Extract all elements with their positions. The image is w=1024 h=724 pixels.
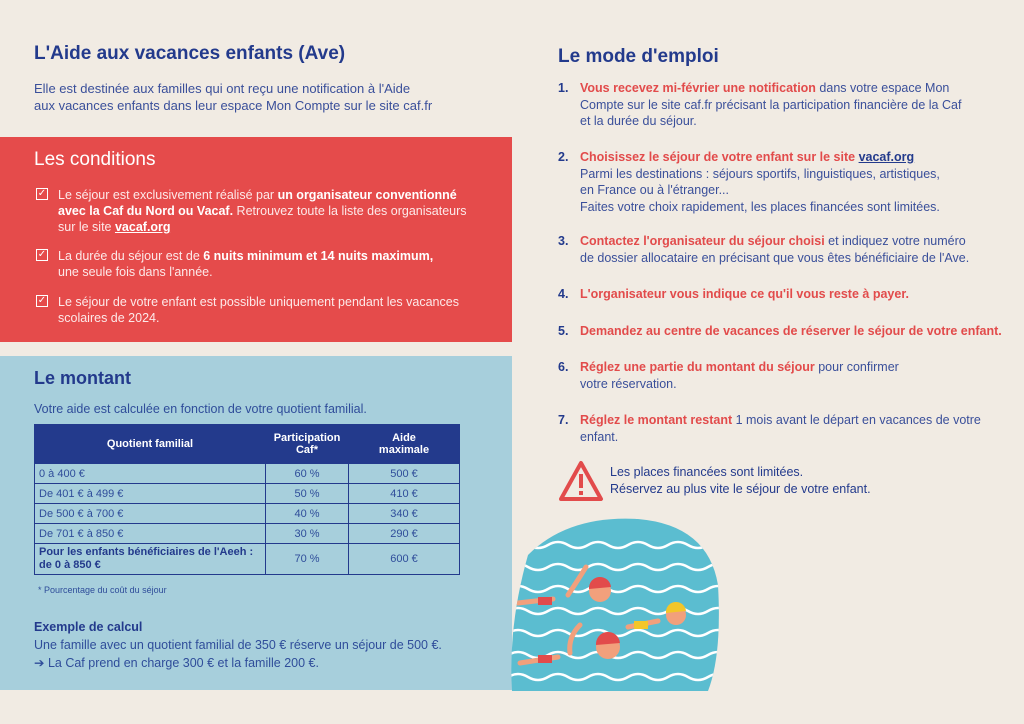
- step-number: 1.: [558, 81, 569, 95]
- step-text: et indiquez votre numéro: [824, 234, 966, 248]
- step-text: Compte sur le site caf.fr précisant la participation financière de la Caf: [580, 97, 962, 112]
- condition-2-bold: 6 nuits minimum et 14 nuits maximum,: [203, 249, 434, 263]
- condition-2-text-2: une seule fois dans l'année.: [58, 265, 213, 279]
- example-line-2: ➔ La Caf prend en charge 300 € et la famille 200 €.: [34, 656, 319, 670]
- cell-max: 600 €: [349, 544, 460, 575]
- cell-pct: 30 %: [266, 524, 349, 544]
- vacaf-link[interactable]: vacaf.org: [114, 220, 171, 234]
- cell-pct: 70 %: [266, 544, 349, 575]
- cell-qf: 0 à 400 €: [35, 464, 266, 484]
- step-highlight: L'organisateur vous indique ce qu'il vous reste à payer.: [580, 287, 909, 301]
- step-text: 1 mois avant le départ en vacances de votre: [732, 413, 981, 427]
- step-2: [558, 149, 1020, 215]
- step-6: [558, 359, 1020, 392]
- header-aide: Aide maximale: [349, 425, 460, 464]
- cell-max: 500 €: [349, 464, 460, 484]
- step-number: 4.: [558, 287, 569, 301]
- checkbox-icon: ✓: [37, 295, 47, 306]
- cell-pct: 60 %: [266, 464, 349, 484]
- step-3: [558, 233, 1020, 266]
- table-footnote: * Pourcentage du coût du séjour: [38, 585, 167, 595]
- cell-max: 410 €: [349, 484, 460, 504]
- step-number: 5.: [558, 324, 569, 338]
- vacaf-link[interactable]: vacaf.org: [858, 150, 915, 164]
- step-text: votre réservation.: [580, 376, 677, 391]
- checkbox-icon: ✓: [37, 188, 47, 199]
- table-row: [35, 484, 460, 504]
- step-text: enfant.: [580, 429, 619, 444]
- step-number: 7.: [558, 413, 569, 427]
- intro-title: L'Aide aux vacances enfants (Ave): [34, 43, 346, 64]
- step-text: Faites votre choix rapidement, les places financées sont limitées.: [580, 199, 940, 214]
- swimmers-illustration: [508, 515, 720, 691]
- intro-line-1: Elle est destinée aux familles qui ont reçu une notification à l'Aide: [34, 81, 411, 96]
- cell-qf: De 500 € à 700 €: [35, 504, 266, 524]
- cell-max: 290 €: [349, 524, 460, 544]
- step-highlight: Réglez le montant restant: [580, 413, 733, 427]
- condition-3-text: Le séjour de votre enfant est possible uniquement pendant les vacances: [58, 295, 459, 309]
- step-5: [558, 323, 1020, 340]
- intro-line-2: aux vacances enfants dans leur espace Mon Compte sur le site caf.fr: [34, 98, 433, 113]
- header-quotient: Quotient familial: [35, 425, 266, 464]
- table-row-special: [35, 544, 460, 575]
- cell-qf: De 401 € à 499 €: [35, 484, 266, 504]
- step-number: 6.: [558, 360, 569, 374]
- checkbox-icon: ✓: [37, 249, 47, 260]
- table-row: [35, 524, 460, 544]
- montant-title: Le montant: [34, 368, 131, 388]
- step-highlight: Réglez une partie du montant du séjour: [580, 360, 815, 374]
- condition-item-1: [36, 187, 498, 235]
- step-4: [558, 286, 1020, 303]
- condition-1-text: Le séjour est exclusivement réalisé par: [58, 188, 278, 202]
- step-number: 2.: [558, 150, 569, 164]
- step-7: [558, 412, 1020, 445]
- conditions-panel: [0, 137, 512, 342]
- cell-pct: 50 %: [266, 484, 349, 504]
- intro-text: [34, 80, 454, 114]
- table-row: [35, 464, 460, 484]
- step-highlight: Choisissez le séjour de votre enfant sur le site: [580, 150, 859, 164]
- cell-max: 340 €: [349, 504, 460, 524]
- cell-pct: 40 %: [266, 504, 349, 524]
- step-text: en France ou à l'étranger...: [580, 183, 730, 197]
- warning-box: [558, 460, 898, 504]
- conditions-title: Les conditions: [34, 149, 156, 170]
- condition-item-2: [36, 248, 498, 280]
- condition-1-bold: un organisateur conventionné: [277, 188, 457, 202]
- step-number: 3.: [558, 234, 569, 248]
- step-text: et la durée du séjour.: [580, 114, 697, 128]
- condition-1-text-2: Retrouvez toute la liste des organisateurs: [233, 204, 467, 218]
- warning-line-1: Les places financées sont limitées.: [610, 465, 804, 479]
- cell-qf-special: Pour les enfants bénéficiaires de l'Aeeh : de 0 à 850 €: [35, 544, 266, 575]
- step-text: pour confirmer: [814, 360, 899, 374]
- warning-icon: [558, 460, 604, 502]
- step-highlight: Demandez au centre de vacances de réserver le séjour de votre enfant.: [580, 324, 1002, 338]
- table-row: [35, 504, 460, 524]
- mode-title: Le mode d'emploi: [558, 46, 719, 67]
- step-highlight: Vous recevez mi-février une notification: [580, 81, 816, 95]
- condition-item-3: [36, 294, 498, 326]
- example-line-1: Une famille avec un quotient familial de 350 € réserve un séjour de 500 €.: [34, 638, 442, 652]
- condition-3-text-2: scolaires de 2024.: [58, 311, 160, 325]
- condition-1-text-3: sur le site: [58, 220, 115, 234]
- header-participation: Participation Caf*: [266, 425, 349, 464]
- step-text: dans votre espace Mon: [815, 81, 950, 95]
- cell-qf: De 701 € à 850 €: [35, 524, 266, 544]
- condition-1-bold-2: avec la Caf du Nord ou Vacaf.: [58, 204, 234, 218]
- step-1: [558, 80, 1020, 130]
- warning-line-2: Réservez au plus vite le séjour de votre enfant.: [610, 482, 871, 496]
- step-highlight: Contactez l'organisateur du séjour choisi: [580, 234, 825, 248]
- example-title: Exemple de calcul: [34, 620, 143, 634]
- condition-2-text: La durée du séjour est de: [58, 249, 204, 263]
- step-text: de dossier allocataire en précisant que vous êtes bénéficiaire de l'Ave.: [580, 250, 970, 265]
- montant-panel: [0, 356, 512, 690]
- montant-intro: Votre aide est calculée en fonction de votre quotient familial.: [34, 402, 367, 416]
- step-text: Parmi les destinations : séjours sportifs, linguistiques, artistiques,: [580, 166, 940, 181]
- quotient-table: [34, 424, 460, 575]
